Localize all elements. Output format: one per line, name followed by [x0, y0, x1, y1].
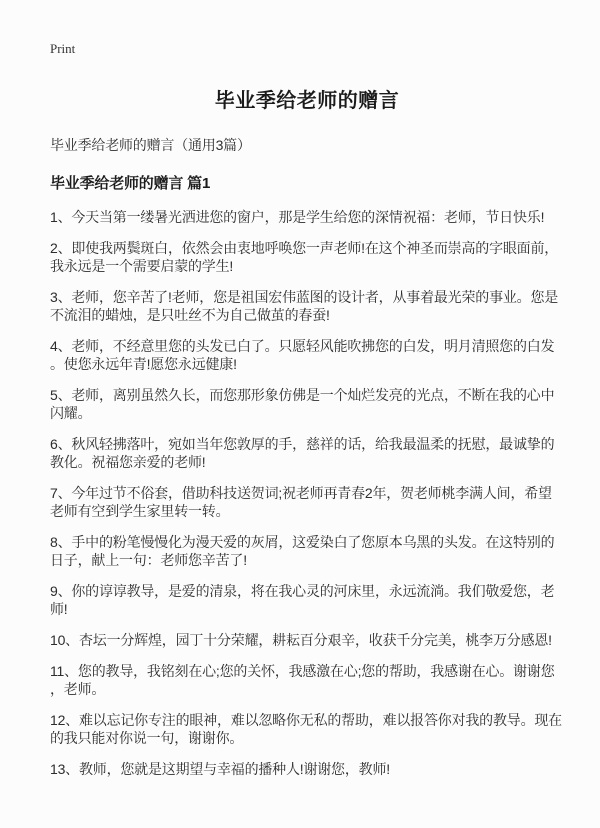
paragraph: 10、杏坛一分辉煌，园丁十分荣耀，耕耘百分艰辛，收获千分完美，桃李万分感恩! [50, 632, 552, 648]
paragraph-list [50, 208, 564, 778]
paragraph: 7、今年过节不俗套，借助科技送贺词;祝老师再青春2年，贺老师桃李满人间，希望老师有空到学生家里转一转。 [50, 485, 552, 519]
paragraph: 3、老师，您辛苦了!老师，您是祖国宏伟蓝图的设计者，从事着最光荣的事业。您是不流泪的蜡烛，是只吐丝不为自己做茧的春蚕! [50, 289, 559, 323]
print-link[interactable]: Print [50, 41, 76, 56]
paragraph: 8、手中的粉笔慢慢化为漫天爱的灰屑，这爱染白了您原本乌黑的头发。在这特别的日子，献上一句：老师您辛苦了! [50, 534, 555, 568]
paragraph: 9、你的谆谆教导，是爱的清泉，将在我心灵的河床里，永远流淌。我们敬爱您，老师! [50, 583, 555, 617]
subtitle: 毕业季给老师的赠言（通用3篇） [50, 137, 251, 153]
paragraph: 2、即使我两鬓斑白，依然会由衷地呼唤您一声老师!在这个神圣而崇高的字眼面前，我永远是一个需要启蒙的学生! [50, 240, 559, 274]
paragraph: 12、难以忘记你专注的眼神，难以忽略你无私的帮助，难以报答你对我的教导。现在的我只能对你说一句，谢谢你。 [50, 712, 562, 746]
paragraph: 11、您的教导，我铭刻在心;您的关怀，我感激在心;您的帮助，我感谢在心。谢谢您，老师。 [50, 663, 555, 697]
paragraph: 4、老师，不经意里您的头发已白了。只愿轻风能吹拂您的白发，明月清照您的白发。使您永远年青!愿您永远健康! [50, 338, 555, 372]
paragraph: 1、今天当第一缕暑光洒进您的窗户，那是学生给您的深情祝福：老师，节日快乐! [50, 209, 545, 225]
page-title: 毕业季给老师的赠言 [214, 90, 400, 112]
paragraph: 6、秋风轻拂落叶，宛如当年您敦厚的手，慈祥的话，给我最温柔的抚慰，最诚挚的教化。祝福您亲爱的老师! [50, 436, 555, 470]
paragraph: 5、老师，离别虽然久长，而您那形象仿佛是一个灿烂发亮的光点，不断在我的心中闪耀。 [50, 387, 555, 421]
section-heading: 毕业季给老师的赠言 篇1 [50, 175, 211, 192]
paragraph: 13、教师，您就是这期望与幸福的播种人!谢谢您，教师! [50, 761, 390, 777]
